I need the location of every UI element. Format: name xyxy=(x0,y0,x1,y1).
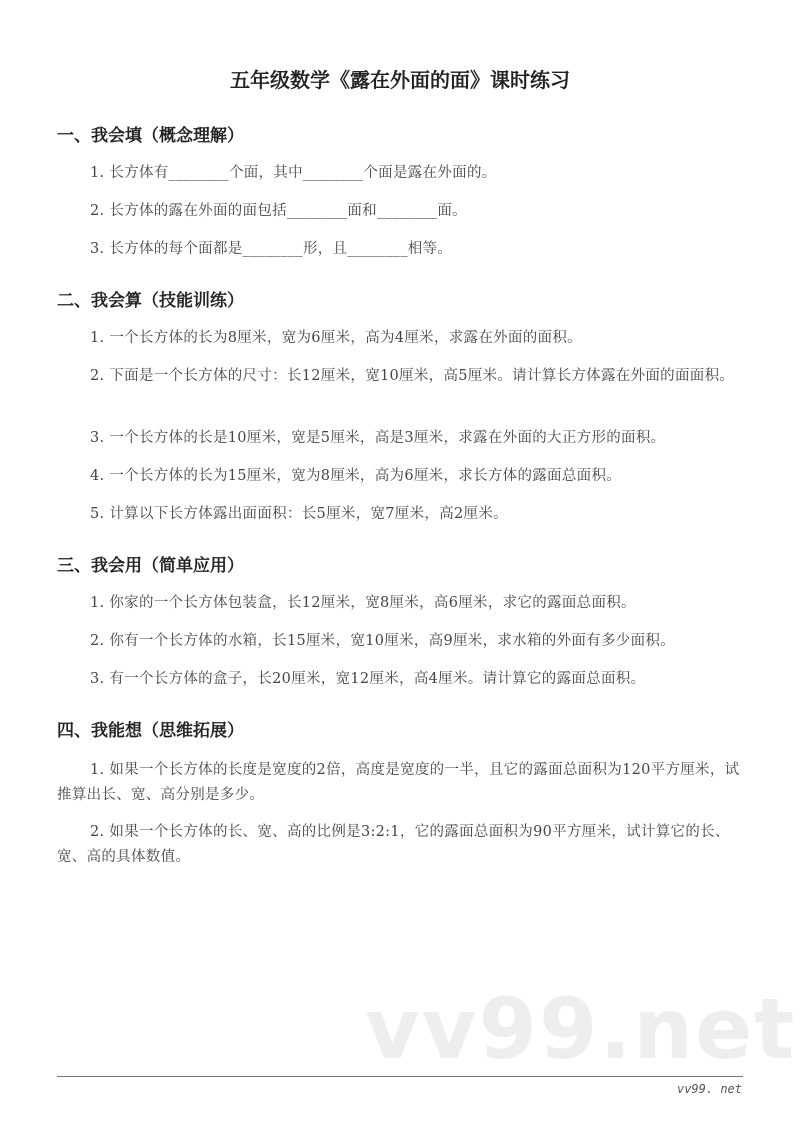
page-title: 五年级数学《露在外面的面》课时练习 xyxy=(230,68,570,92)
question-item: 3. 有一个长方体的盒子，长20厘米，宽12厘米，高4厘米。请计算它的露面总面积。 xyxy=(90,671,646,687)
question-item: 2. 你有一个长方体的水箱，长15厘米，宽10厘米，高9厘米，求水箱的外面有多少面积。 xyxy=(90,633,675,649)
question-item: 4. 一个长方体的长为15厘米，宽为8厘米，高为6厘米，求长方体的露面总面积。 xyxy=(90,468,622,484)
question-item: 2. 长方体的露在外面的面包括________面和________面。 xyxy=(90,203,467,219)
question-item: 1. 如果一个长方体的长度是宽度的2倍，高度是宽度的一半，且它的露面总面积为120平方厘米，试推算出长、宽、高分别是多少。 xyxy=(57,762,740,803)
question-item: 2. 如果一个长方体的长、宽、高的比例是3:2:1，它的露面总面积为90平方厘米，试计算它的长、宽、高的具体数值。 xyxy=(57,824,730,865)
question-item: 1. 长方体有________个面，其中________个面是露在外面的。 xyxy=(90,165,497,181)
question-item: 2. 下面是一个长方体的尺寸：长12厘米，宽10厘米，高5厘米。请计算长方体露在外面的面面积。 xyxy=(90,368,735,384)
section-heading-apply: 三、我会用（简单应用） xyxy=(57,556,244,576)
question-item: 1. 你家的一个长方体包装盒，长12厘米，宽8厘米，高6厘米，求它的露面总面积。 xyxy=(90,595,636,611)
section-heading-fill: 一、我会填（概念理解） xyxy=(57,126,244,146)
question-item: 3. 一个长方体的长是10厘米，宽是5厘米，高是3厘米，求露在外面的大正方形的面积。 xyxy=(90,430,666,446)
watermark: vv99.net xyxy=(365,980,797,1078)
section-heading-calculate: 二、我会算（技能训练） xyxy=(57,291,244,311)
question-item: 5. 计算以下长方体露出面面积：长5厘米，宽7厘米，高2厘米。 xyxy=(90,506,508,522)
footer-divider xyxy=(57,1076,743,1077)
footer-site: vv99. net xyxy=(676,1082,742,1096)
question-item: 3. 长方体的每个面都是________形，且________相等。 xyxy=(90,241,453,257)
section-heading-think: 四、我能想（思维拓展） xyxy=(57,721,244,741)
question-item: 1. 一个长方体的长为8厘米，宽为6厘米，高为4厘米，求露在外面的面积。 xyxy=(90,330,582,346)
